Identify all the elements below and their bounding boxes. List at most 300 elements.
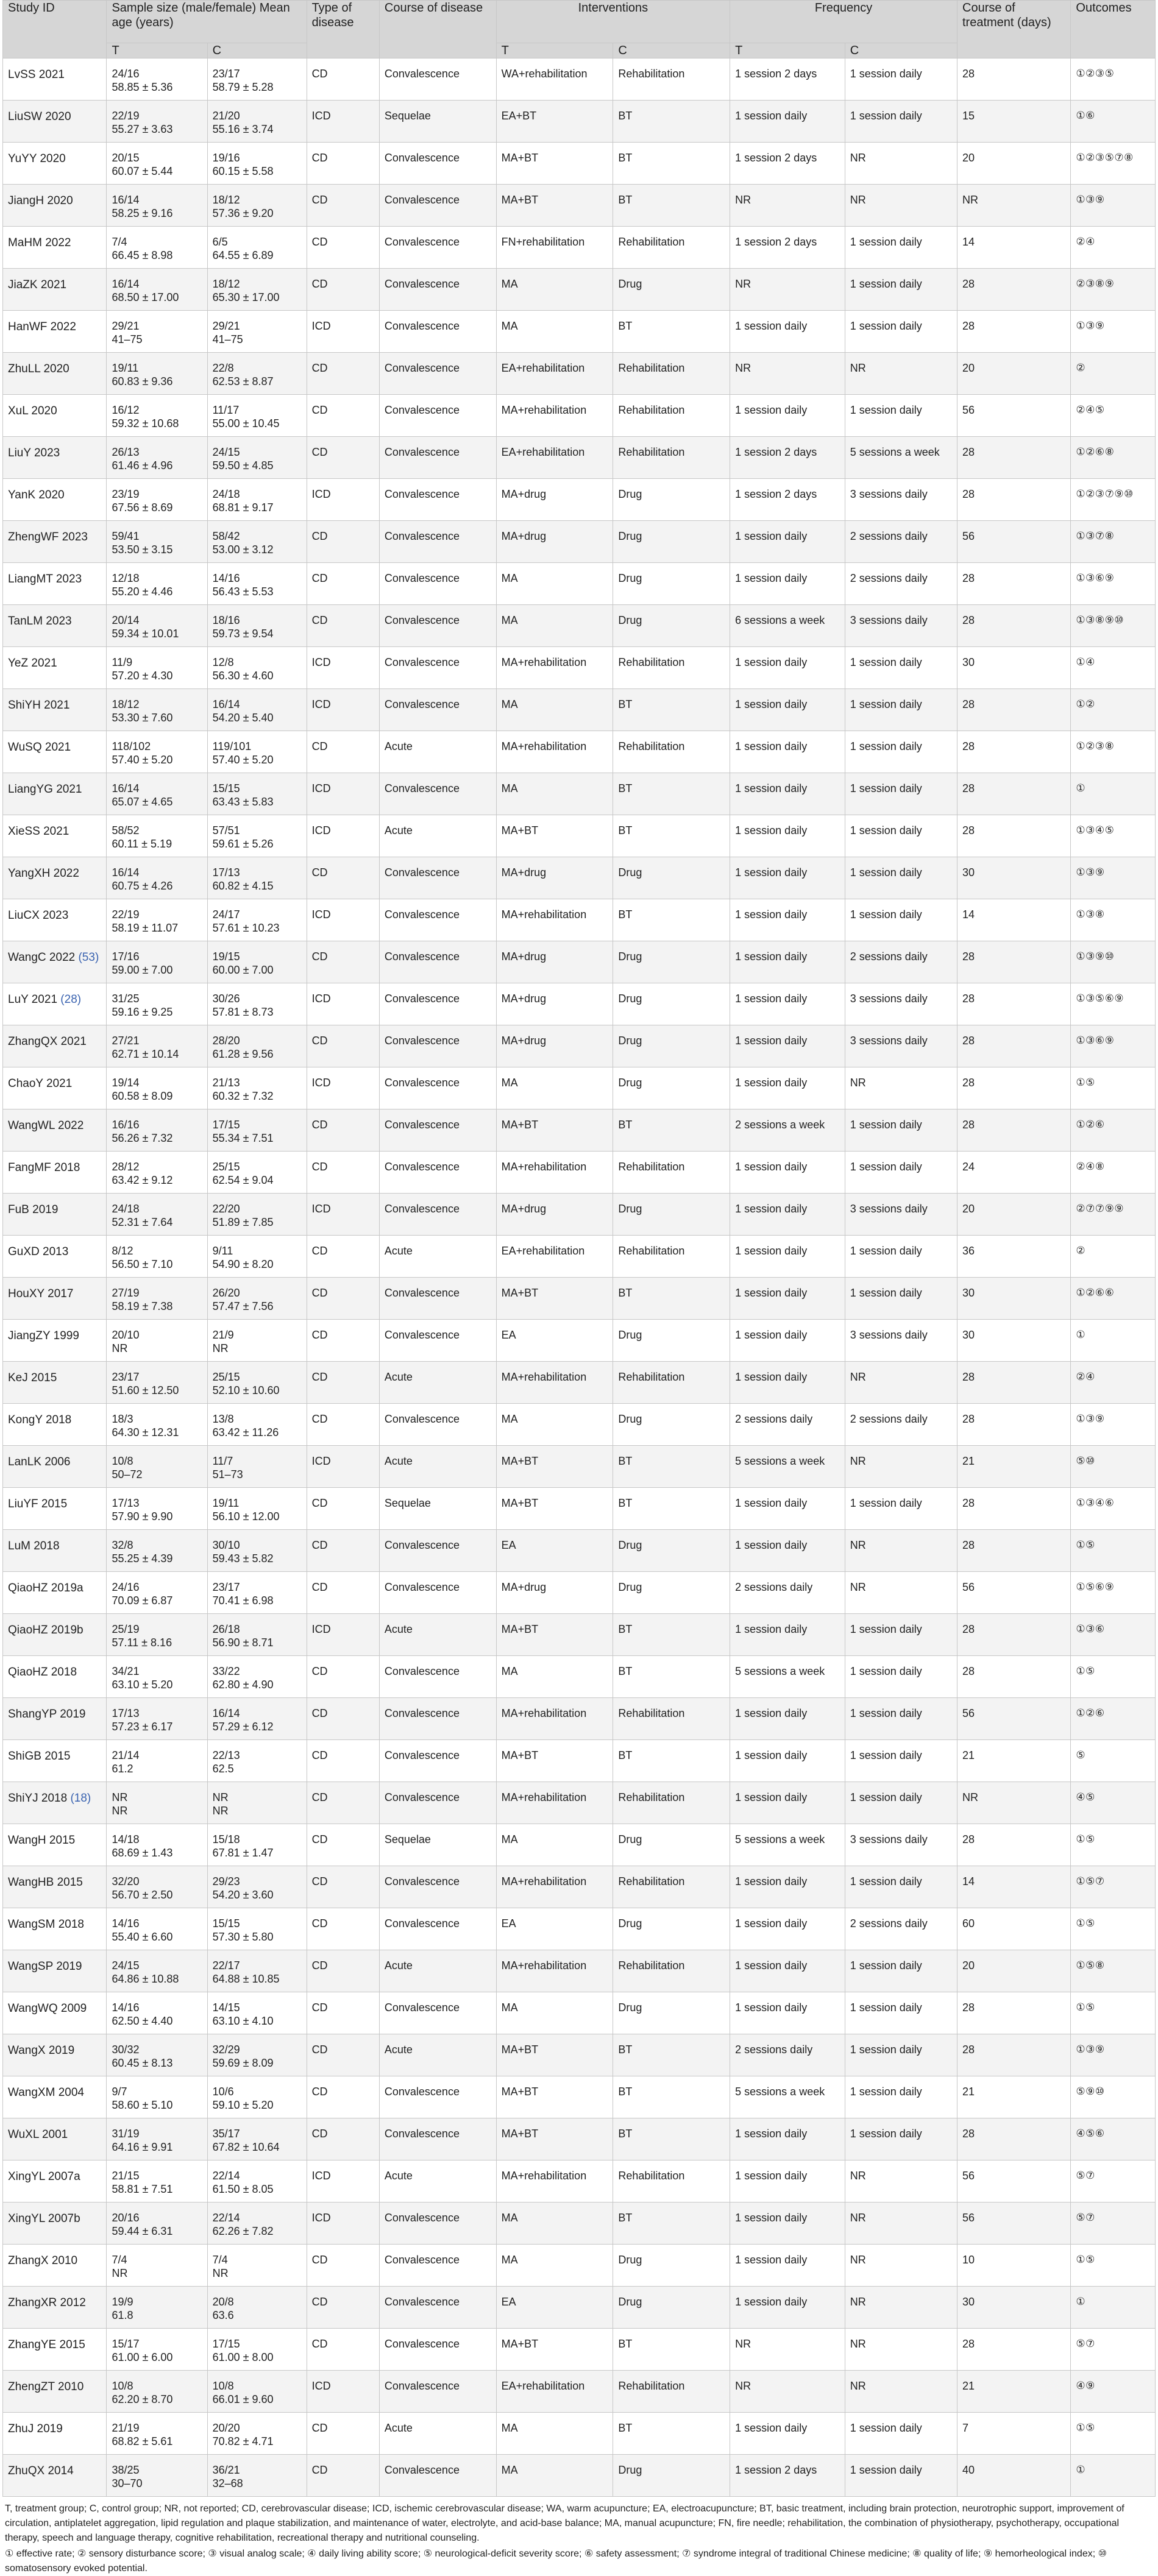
cell-outcomes: ①③⑨ xyxy=(1071,2034,1156,2076)
cell-frequency-c: 1 session daily xyxy=(845,269,957,311)
cell-outcomes: ①② xyxy=(1071,689,1156,731)
mean-age-c: 62.26 ± 7.82 xyxy=(212,2225,274,2238)
cell-type-of-disease: CD xyxy=(307,353,379,395)
cell-intervention-c: Drug xyxy=(613,269,730,311)
cell-course-of-treatment: 21 xyxy=(957,1446,1071,1488)
cell-frequency-t: 1 session daily xyxy=(730,857,845,899)
cell-course-of-disease: Convalescence xyxy=(379,185,496,227)
study-id: LiuYF 2015 xyxy=(8,1498,68,1511)
mean-age-t: 64.30 ± 12.31 xyxy=(112,1426,179,1439)
cell-study-id xyxy=(3,227,107,269)
study-id: ZhengWF 2023 xyxy=(8,531,88,544)
sample-size-t: 32/20 xyxy=(112,1875,140,1888)
sample-size-c: 119/101 xyxy=(212,740,252,753)
cell-frequency-c: 1 session daily xyxy=(845,647,957,689)
header-interventions: Interventions xyxy=(496,1,730,43)
table-row xyxy=(3,2203,1156,2245)
mean-age-c: 32–68 xyxy=(212,2477,243,2490)
cell-study-id xyxy=(3,395,107,437)
mean-age-t: 61.00 ± 6.00 xyxy=(112,2351,173,2364)
cell-sample-t xyxy=(107,1446,207,1488)
cell-outcomes: ①③⑧⑨⑩ xyxy=(1071,605,1156,647)
cell-intervention-c: BT xyxy=(613,773,730,815)
mean-age-t: 60.11 ± 5.19 xyxy=(112,838,172,851)
mean-age-t: 56.26 ± 7.32 xyxy=(112,1132,173,1145)
sample-size-c: 22/14 xyxy=(212,2212,240,2224)
cell-intervention-t: MA xyxy=(496,2245,613,2287)
cell-type-of-disease: CD xyxy=(307,185,379,227)
cell-sample-c xyxy=(207,899,307,941)
sample-size-t: 58/52 xyxy=(112,824,140,837)
cell-study-id xyxy=(3,521,107,563)
cell-frequency-t: 1 session daily xyxy=(730,773,845,815)
cell-sample-t xyxy=(107,2118,207,2160)
cell-course-of-treatment: 28 xyxy=(957,437,1071,479)
cell-sample-c xyxy=(207,437,307,479)
cell-outcomes: ①③④⑥ xyxy=(1071,1488,1156,1530)
cell-course-of-disease: Convalescence xyxy=(379,227,496,269)
cell-sample-c xyxy=(207,1908,307,1950)
cell-outcomes: ①④ xyxy=(1071,647,1156,689)
cell-sample-c xyxy=(207,2329,307,2371)
study-id: ZhangQX 2021 xyxy=(8,1035,87,1049)
cell-course-of-treatment: 28 xyxy=(957,563,1071,605)
sample-size-t: 20/14 xyxy=(112,614,140,627)
cell-type-of-disease: CD xyxy=(307,1320,379,1362)
sample-size-c: 57/51 xyxy=(212,824,240,837)
mean-age-c: NR xyxy=(212,1342,229,1355)
cell-sample-c xyxy=(207,1572,307,1614)
cell-outcomes: ①③⑧ xyxy=(1071,899,1156,941)
cell-outcomes: ①⑤ xyxy=(1071,1530,1156,1572)
cell-intervention-c: BT xyxy=(613,1488,730,1530)
mean-age-c: 59.69 ± 8.09 xyxy=(212,2057,274,2070)
cell-frequency-t: 1 session daily xyxy=(730,2160,845,2203)
table-row xyxy=(3,58,1156,101)
cell-course-of-disease: Acute xyxy=(379,815,496,857)
sample-size-c: 16/14 xyxy=(212,1707,240,1720)
mean-age-c: 56.30 ± 4.60 xyxy=(212,670,274,682)
cell-intervention-c: Drug xyxy=(613,521,730,563)
cell-course-of-treatment: 28 xyxy=(957,773,1071,815)
mean-age-t: 68.50 ± 17.00 xyxy=(112,291,179,304)
cell-outcomes: ①②③⑧ xyxy=(1071,731,1156,773)
sample-size-t: 15/17 xyxy=(112,2338,140,2351)
study-id: WangSP 2019 xyxy=(8,1960,82,1973)
cell-outcomes: ②④ xyxy=(1071,1362,1156,1404)
mean-age-t: 67.56 ± 8.69 xyxy=(112,501,173,514)
cell-course-of-treatment: 28 xyxy=(957,941,1071,983)
cell-frequency-t: 1 session 2 days xyxy=(730,227,845,269)
cell-course-of-disease: Acute xyxy=(379,2413,496,2455)
mean-age-t: 64.86 ± 10.88 xyxy=(112,1973,179,1986)
study-id: ZhuLL 2020 xyxy=(8,363,69,376)
study-id: WuXL 2001 xyxy=(8,2128,68,2142)
cell-intervention-c: Drug xyxy=(613,605,730,647)
cell-sample-t xyxy=(107,1950,207,1992)
study-id: ZhangYE 2015 xyxy=(8,2338,85,2352)
cell-sample-c xyxy=(207,1782,307,1824)
cell-intervention-t: MA+BT xyxy=(496,143,613,185)
cell-sample-c xyxy=(207,1362,307,1404)
cell-type-of-disease: CD xyxy=(307,1488,379,1530)
cell-course-of-disease: Convalescence xyxy=(379,58,496,101)
cell-study-id xyxy=(3,773,107,815)
cell-outcomes: ①⑤ xyxy=(1071,1656,1156,1698)
cell-intervention-t: EA xyxy=(496,1320,613,1362)
cell-sample-c xyxy=(207,1656,307,1698)
cell-course-of-treatment: 7 xyxy=(957,2413,1071,2455)
cell-intervention-t: MA xyxy=(496,1067,613,1109)
mean-age-c: 55.00 ± 10.45 xyxy=(212,417,280,430)
cell-frequency-t: 1 session 2 days xyxy=(730,479,845,521)
cell-frequency-c: 5 sessions a week xyxy=(845,437,957,479)
table-row xyxy=(3,1362,1156,1404)
sample-size-c: 14/15 xyxy=(212,2001,240,2014)
cell-frequency-t: 2 sessions daily xyxy=(730,2034,845,2076)
cell-sample-c xyxy=(207,395,307,437)
cell-course-of-disease: Convalescence xyxy=(379,1908,496,1950)
mean-age-t: 59.00 ± 7.00 xyxy=(112,964,173,977)
table-row xyxy=(3,1067,1156,1109)
mean-age-c: 61.50 ± 8.05 xyxy=(212,2183,274,2196)
table-row xyxy=(3,2329,1156,2371)
cell-sample-c xyxy=(207,2203,307,2245)
cell-frequency-t: 1 session daily xyxy=(730,1320,845,1362)
sample-size-t: 14/16 xyxy=(112,2001,140,2014)
cell-course-of-disease: Convalescence xyxy=(379,269,496,311)
mean-age-t: 58.19 ± 11.07 xyxy=(112,922,179,935)
study-id: JiangZY 1999 xyxy=(8,1329,79,1343)
cell-intervention-c: BT xyxy=(613,2076,730,2118)
cell-frequency-c: 3 sessions daily xyxy=(845,1025,957,1067)
cell-course-of-disease: Acute xyxy=(379,1362,496,1404)
cell-intervention-c: Rehabilitation xyxy=(613,1152,730,1194)
cell-outcomes: ①②③⑦⑨⑩ xyxy=(1071,479,1156,521)
sample-size-t: 28/12 xyxy=(112,1161,140,1173)
cell-sample-c xyxy=(207,1446,307,1488)
sample-size-c: NR xyxy=(212,1791,229,1804)
cell-intervention-t: MA xyxy=(496,563,613,605)
mean-age-t: 56.50 ± 7.10 xyxy=(112,1258,173,1271)
cell-type-of-disease: ICD xyxy=(307,101,379,143)
cell-outcomes: ② xyxy=(1071,353,1156,395)
cell-study-id xyxy=(3,1740,107,1782)
cell-frequency-c: 1 session daily xyxy=(845,899,957,941)
sample-size-t: 16/14 xyxy=(112,782,140,795)
cell-study-id xyxy=(3,1950,107,1992)
sample-size-c: 15/15 xyxy=(212,1917,240,1930)
cell-course-of-treatment: 28 xyxy=(957,731,1071,773)
cell-type-of-disease: CD xyxy=(307,1025,379,1067)
study-id: HanWF 2022 xyxy=(8,320,76,334)
cell-frequency-c: NR xyxy=(845,1067,957,1109)
sample-size-c: 17/13 xyxy=(212,866,240,879)
cell-intervention-t: MA+BT xyxy=(496,1278,613,1320)
cell-sample-t xyxy=(107,2371,207,2413)
cell-sample-t xyxy=(107,353,207,395)
study-id: YeZ 2021 xyxy=(8,657,57,670)
sample-size-c: 16/14 xyxy=(212,698,240,711)
cell-sample-t xyxy=(107,1362,207,1404)
cell-sample-t xyxy=(107,1025,207,1067)
cell-frequency-c: 1 session daily xyxy=(845,1740,957,1782)
cell-frequency-t: 1 session daily xyxy=(730,1152,845,1194)
study-id: KeJ 2015 xyxy=(8,1371,57,1385)
cell-sample-c xyxy=(207,1950,307,1992)
cell-frequency-c: 1 session daily xyxy=(845,1656,957,1698)
cell-outcomes: ①③⑨⑩ xyxy=(1071,941,1156,983)
sample-size-c: 22/13 xyxy=(212,1749,240,1762)
cell-frequency-c: 1 session daily xyxy=(845,1866,957,1908)
cell-frequency-t: 1 session daily xyxy=(730,1614,845,1656)
cell-frequency-t: 1 session 2 days xyxy=(730,58,845,101)
mean-age-c: 66.01 ± 9.60 xyxy=(212,2393,274,2406)
mean-age-c: 57.47 ± 7.56 xyxy=(212,1300,274,1313)
cell-course-of-treatment: 24 xyxy=(957,1152,1071,1194)
cell-frequency-c: 1 session daily xyxy=(845,2455,957,2497)
header-intervention-c: C xyxy=(613,43,730,58)
study-id: ZhuQX 2014 xyxy=(8,2465,74,2478)
table-footnotes xyxy=(2,2497,1156,2576)
cell-sample-t xyxy=(107,1656,207,1698)
cell-frequency-t: 1 session 2 days xyxy=(730,437,845,479)
study-id: ZhuJ 2019 xyxy=(8,2422,63,2436)
sample-size-c: 26/18 xyxy=(212,1623,240,1636)
mean-age-t: 61.46 ± 4.96 xyxy=(112,459,173,472)
mean-age-t: 58.60 ± 5.10 xyxy=(112,2099,173,2112)
cell-study-id xyxy=(3,2203,107,2245)
cell-intervention-c: Drug xyxy=(613,1067,730,1109)
cell-frequency-t: 1 session daily xyxy=(730,731,845,773)
cell-outcomes: ②④⑧ xyxy=(1071,1152,1156,1194)
cell-intervention-c: Rehabilitation xyxy=(613,1950,730,1992)
cell-type-of-disease: CD xyxy=(307,58,379,101)
cell-intervention-c: Drug xyxy=(613,983,730,1025)
cell-course-of-treatment: 28 xyxy=(957,1067,1071,1109)
sample-size-c: 21/20 xyxy=(212,110,240,122)
cell-sample-c xyxy=(207,1109,307,1152)
cell-intervention-t: MA xyxy=(496,269,613,311)
cell-sample-t xyxy=(107,2287,207,2329)
sample-size-t: 20/15 xyxy=(112,152,140,165)
cell-outcomes: ①②③⑤⑦⑧ xyxy=(1071,143,1156,185)
header-frequency-t: T xyxy=(730,43,845,58)
cell-intervention-c: Rehabilitation xyxy=(613,1236,730,1278)
cell-type-of-disease: CD xyxy=(307,605,379,647)
sample-size-t: 17/13 xyxy=(112,1497,140,1510)
mean-age-c: 57.61 ± 10.23 xyxy=(212,922,280,935)
cell-sample-c xyxy=(207,2034,307,2076)
cell-type-of-disease: CD xyxy=(307,2034,379,2076)
sample-size-c: 15/18 xyxy=(212,1833,240,1846)
cell-intervention-t: EA xyxy=(496,2287,613,2329)
sample-size-t: 9/7 xyxy=(112,2086,127,2098)
study-id: WangC 2022 xyxy=(8,951,76,964)
cell-intervention-t: EA+rehabilitation xyxy=(496,353,613,395)
cell-course-of-disease: Convalescence xyxy=(379,143,496,185)
cell-intervention-c: Rehabilitation xyxy=(613,1362,730,1404)
study-id: YuYY 2020 xyxy=(8,152,66,166)
study-id: YangXH 2022 xyxy=(8,867,79,880)
mean-age-t: 55.27 ± 3.63 xyxy=(112,123,173,136)
cell-intervention-t: MA xyxy=(496,689,613,731)
mean-age-t: 58.81 ± 7.51 xyxy=(112,2183,173,2196)
study-id: LiuCX 2023 xyxy=(8,909,69,922)
cell-intervention-t: EA+rehabilitation xyxy=(496,2371,613,2413)
sample-size-c: 58/42 xyxy=(212,530,240,543)
cell-course-of-treatment: 14 xyxy=(957,1866,1071,1908)
cell-type-of-disease: CD xyxy=(307,1824,379,1866)
cell-sample-c xyxy=(207,605,307,647)
cell-sample-c xyxy=(207,2371,307,2413)
study-id: WangWQ 2009 xyxy=(8,2002,87,2015)
study-id: LiuY 2023 xyxy=(8,447,60,460)
cell-intervention-t: MA+rehabilitation xyxy=(496,899,613,941)
header-sample-c: C xyxy=(207,43,307,58)
sample-size-c: 11/17 xyxy=(212,404,240,417)
study-id: XuL 2020 xyxy=(8,405,57,418)
cell-frequency-c: NR xyxy=(845,1530,957,1572)
cell-course-of-disease: Convalescence xyxy=(379,1152,496,1194)
cell-study-id xyxy=(3,1824,107,1866)
mean-age-c: 61.00 ± 8.00 xyxy=(212,2351,274,2364)
cell-intervention-c: Drug xyxy=(613,1025,730,1067)
cell-frequency-t: 1 session daily xyxy=(730,1698,845,1740)
cell-frequency-t: 1 session daily xyxy=(730,1362,845,1404)
cell-intervention-c: Drug xyxy=(613,1824,730,1866)
cell-sample-t xyxy=(107,1067,207,1109)
cell-study-id xyxy=(3,1194,107,1236)
mean-age-t: 52.31 ± 7.64 xyxy=(112,1216,173,1229)
cell-study-id xyxy=(3,185,107,227)
cell-frequency-c: 1 session daily xyxy=(845,1614,957,1656)
mean-age-t: 62.20 ± 8.70 xyxy=(112,2393,173,2406)
study-id: ZhengZT 2010 xyxy=(8,2380,84,2394)
study-id: ZhangX 2010 xyxy=(8,2254,78,2268)
cell-sample-c xyxy=(207,185,307,227)
footnote-outcome-legend: ① effective rate; ② sensory disturbance score; ③ visual analog scale; ④ daily living ability score; ⑤ neurological-deficit severity score; ⑥ safety assessment; ⑦ syndrome integral of traditional Chinese medicine; ⑧ quality of life; ⑨ hemorheological index; ⑩ somatosensory evoked potential. xyxy=(5,2549,1107,2574)
cell-type-of-disease: CD xyxy=(307,437,379,479)
cell-sample-t xyxy=(107,689,207,731)
cell-course-of-treatment: 60 xyxy=(957,1908,1071,1950)
cell-sample-t xyxy=(107,479,207,521)
cell-course-of-treatment: 28 xyxy=(957,2329,1071,2371)
cell-course-of-disease: Convalescence xyxy=(379,1278,496,1320)
sample-size-t: 22/19 xyxy=(112,908,140,921)
mean-age-t: 41–75 xyxy=(112,333,143,346)
cell-study-id xyxy=(3,563,107,605)
cell-sample-t xyxy=(107,1488,207,1530)
sample-size-t: 59/41 xyxy=(112,530,140,543)
cell-sample-t xyxy=(107,437,207,479)
cell-intervention-c: Rehabilitation xyxy=(613,437,730,479)
cell-outcomes: ①③⑥⑨ xyxy=(1071,563,1156,605)
cell-study-id xyxy=(3,2118,107,2160)
sample-size-c: 12/8 xyxy=(212,656,234,669)
mean-age-t: 58.25 ± 9.16 xyxy=(112,207,173,220)
cell-intervention-c: Drug xyxy=(613,1992,730,2034)
cell-intervention-t: MA+drug xyxy=(496,1572,613,1614)
cell-sample-t xyxy=(107,815,207,857)
study-id: ChaoY 2021 xyxy=(8,1077,73,1091)
cell-intervention-t: MA+BT xyxy=(496,1109,613,1152)
cell-frequency-t: 1 session daily xyxy=(730,101,845,143)
cell-sample-t xyxy=(107,2076,207,2118)
cell-course-of-treatment: 20 xyxy=(957,1194,1071,1236)
cell-study-id xyxy=(3,1656,107,1698)
mean-age-t: 51.60 ± 12.50 xyxy=(112,1384,179,1397)
table-row xyxy=(3,1614,1156,1656)
cell-intervention-t: MA+BT xyxy=(496,1446,613,1488)
header-study-id: Study ID xyxy=(3,1,107,58)
mean-age-c: 62.54 ± 9.04 xyxy=(212,1174,274,1187)
cell-outcomes: ①②⑥ xyxy=(1071,1698,1156,1740)
cell-study-id xyxy=(3,1992,107,2034)
cell-intervention-c: Rehabilitation xyxy=(613,1698,730,1740)
cell-course-of-disease: Convalescence xyxy=(379,647,496,689)
mean-age-t: 63.42 ± 9.12 xyxy=(112,1174,173,1187)
cell-frequency-c: 1 session daily xyxy=(845,311,957,353)
cell-intervention-t: EA+rehabilitation xyxy=(496,1236,613,1278)
cell-sample-t xyxy=(107,143,207,185)
cell-intervention-t: MA+rehabilitation xyxy=(496,2160,613,2203)
cell-sample-c xyxy=(207,1488,307,1530)
cell-type-of-disease: CD xyxy=(307,1698,379,1740)
cell-sample-c xyxy=(207,1152,307,1194)
cell-course-of-treatment: 40 xyxy=(957,2455,1071,2497)
mean-age-c: 63.42 ± 11.26 xyxy=(212,1426,279,1439)
mean-age-t: 57.23 ± 6.17 xyxy=(112,1721,173,1733)
cell-outcomes: ⑤⑦ xyxy=(1071,2160,1156,2203)
cell-frequency-t: 2 sessions daily xyxy=(730,1572,845,1614)
mean-age-c: 63.43 ± 5.83 xyxy=(212,796,274,809)
cell-sample-c xyxy=(207,815,307,857)
cell-intervention-t: MA+drug xyxy=(496,521,613,563)
cell-frequency-t: 1 session daily xyxy=(730,521,845,563)
cell-frequency-t: 1 session daily xyxy=(730,563,845,605)
cell-sample-c xyxy=(207,983,307,1025)
cell-sample-c xyxy=(207,1404,307,1446)
mean-age-t: 63.10 ± 5.20 xyxy=(112,1679,173,1691)
sample-size-c: 19/11 xyxy=(212,1497,240,1510)
cell-type-of-disease: ICD xyxy=(307,983,379,1025)
cell-intervention-t: WA+rehabilitation xyxy=(496,58,613,101)
cell-course-of-disease: Convalescence xyxy=(379,2371,496,2413)
study-id: WuSQ 2021 xyxy=(8,741,71,754)
mean-age-t: 62.50 ± 4.40 xyxy=(112,2015,173,2028)
cell-study-id xyxy=(3,437,107,479)
mean-age-c: 57.81 ± 8.73 xyxy=(212,1006,274,1019)
cell-sample-c xyxy=(207,2455,307,2497)
cell-course-of-treatment: 20 xyxy=(957,143,1071,185)
mean-age-t: 61.2 xyxy=(112,1763,133,1775)
cell-sample-c xyxy=(207,1194,307,1236)
cell-outcomes: ②⑦⑦⑨⑨ xyxy=(1071,1194,1156,1236)
cell-course-of-disease: Acute xyxy=(379,731,496,773)
table-row xyxy=(3,563,1156,605)
cell-intervention-t: MA+drug xyxy=(496,1194,613,1236)
sample-size-c: 22/14 xyxy=(212,2170,240,2182)
cell-type-of-disease: CD xyxy=(307,1152,379,1194)
header-intervention-t: T xyxy=(496,43,613,58)
cell-intervention-t: MA xyxy=(496,605,613,647)
sample-size-c: 11/7 xyxy=(212,1455,233,1468)
study-id: QiaoHZ 2019b xyxy=(8,1624,83,1637)
mean-age-t: 62.71 ± 10.14 xyxy=(112,1048,179,1061)
table-row xyxy=(3,1404,1156,1446)
table-row xyxy=(3,2455,1156,2497)
